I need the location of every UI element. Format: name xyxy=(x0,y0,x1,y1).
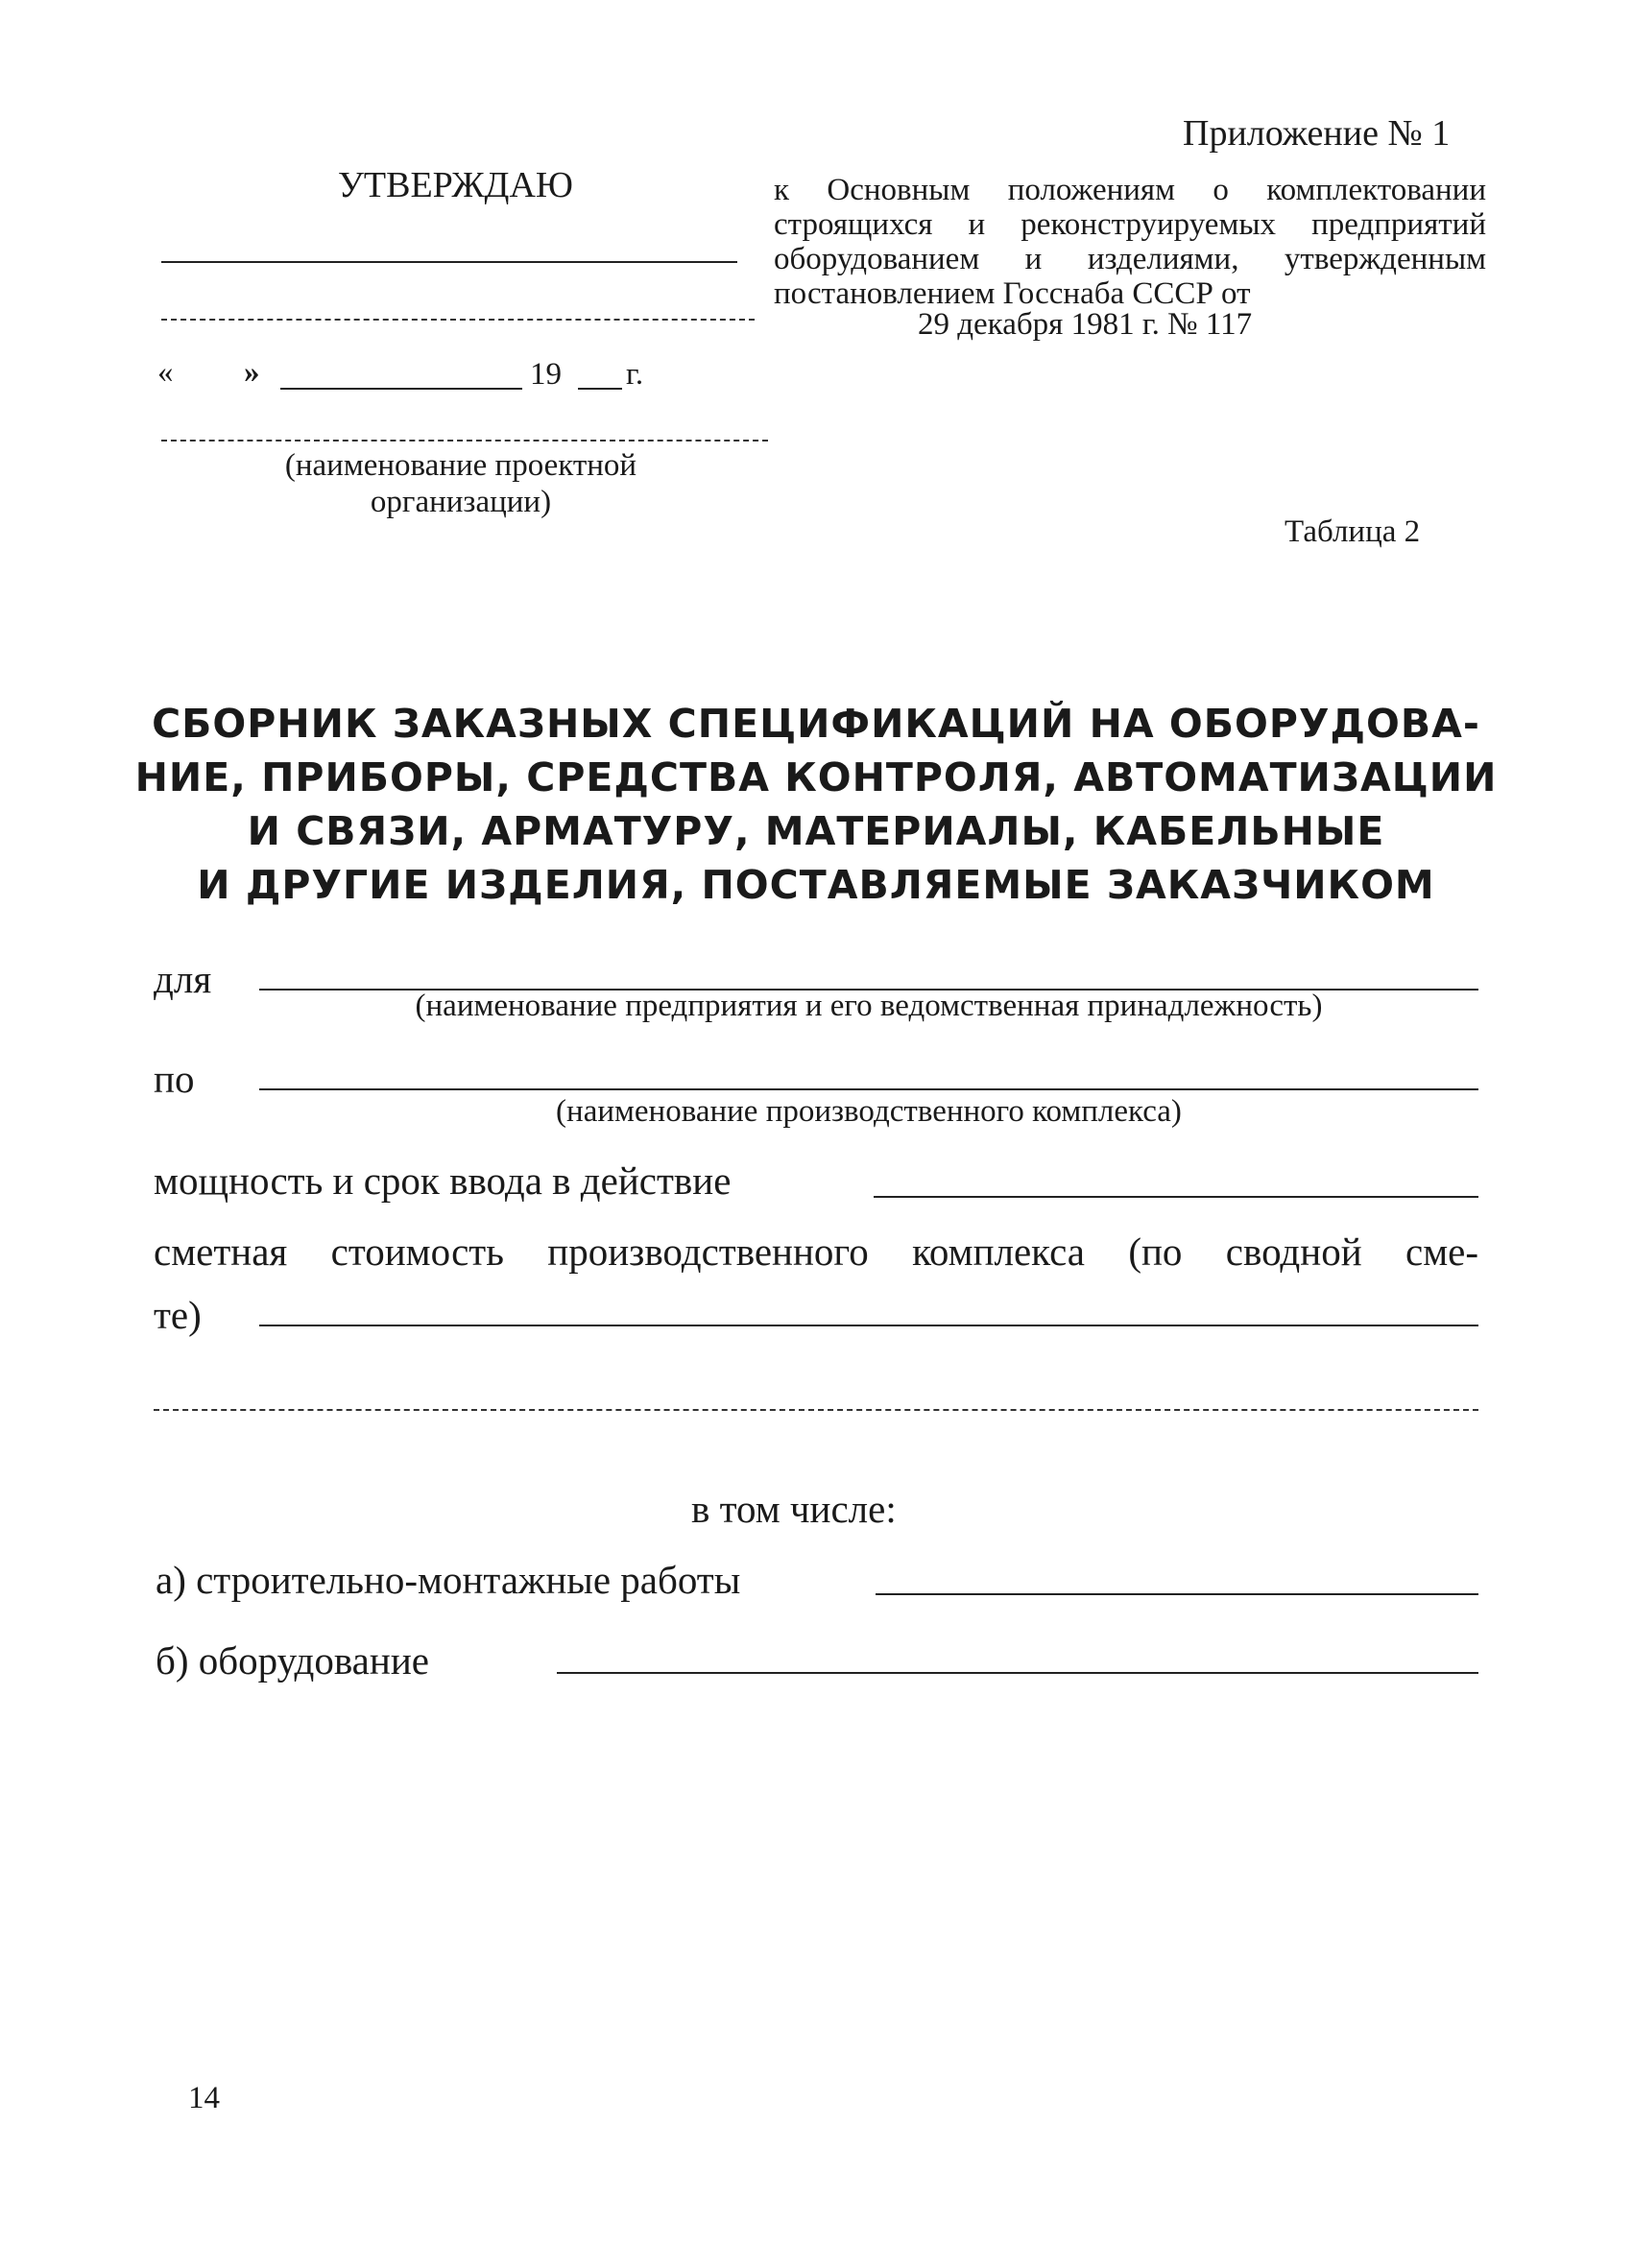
quote-open: « xyxy=(157,355,174,390)
year-prefix: 19 xyxy=(530,357,562,392)
capacity-label: мощность и срок ввода в действие xyxy=(154,1158,732,1203)
item-b-label: б) оборудование xyxy=(156,1638,429,1683)
org-line xyxy=(161,440,768,442)
decree-text: к Основным положениям о комплектовании строящихся и реконструируемых предприятий оборудованием и изделиями, утвержденным постановлением Госснаба СССР от xyxy=(774,173,1486,311)
approve-signature-line xyxy=(161,261,737,263)
item-b-line[interactable] xyxy=(557,1672,1478,1674)
cost-label: сметная стоимость производственного комплекса (по сводной сме- xyxy=(154,1229,1478,1274)
quote-close: » xyxy=(244,355,260,390)
cost-line[interactable] xyxy=(259,1325,1478,1326)
by-caption: (наименование производственного комплекса) xyxy=(556,1094,1182,1129)
title-line-2: НИЕ, ПРИБОРЫ, СРЕДСТВА КОНТРОЛЯ, АВТОМАТИЗАЦИИ xyxy=(134,754,1498,800)
year-line xyxy=(578,388,622,390)
including-label: в том числе: xyxy=(691,1487,897,1531)
approve-name-line xyxy=(161,319,755,321)
by-line[interactable] xyxy=(259,1088,1478,1090)
approve-label: УТВЕРЖДАЮ xyxy=(338,165,573,205)
cost-extra-line[interactable] xyxy=(154,1409,1478,1411)
org-caption: (наименование проектной организации) xyxy=(284,448,637,519)
year-suffix: г. xyxy=(626,357,644,392)
title-line-4: И ДРУГИЕ ИЗДЕЛИЯ, ПОСТАВЛЯЕМЫЕ ЗАКАЗЧИКОМ xyxy=(197,862,1435,908)
month-line xyxy=(280,388,522,390)
page-number: 14 xyxy=(188,2081,220,2115)
appendix-label: Приложение № 1 xyxy=(1183,113,1451,154)
item-a-line[interactable] xyxy=(876,1593,1478,1595)
capacity-line[interactable] xyxy=(874,1196,1478,1198)
cost-label-cont: те) xyxy=(154,1293,202,1337)
for-label: для xyxy=(154,957,212,1001)
decree-date: 29 декабря 1981 г. № 117 xyxy=(918,307,1253,342)
title-line-3: И СВЯЗИ, АРМАТУРУ, МАТЕРИАЛЫ, КАБЕЛЬНЫЕ xyxy=(247,808,1385,854)
table-label: Таблица 2 xyxy=(1285,514,1421,549)
for-caption: (наименование предприятия и его ведомственная принадлежность) xyxy=(415,989,1323,1023)
item-a-label: а) строительно-монтажные работы xyxy=(156,1558,741,1602)
document-title xyxy=(134,697,1498,912)
by-label: по xyxy=(154,1057,195,1101)
title-line-1: СБОРНИК ЗАКАЗНЫХ СПЕЦИФИКАЦИЙ НА ОБОРУДОВА- xyxy=(152,701,1480,747)
